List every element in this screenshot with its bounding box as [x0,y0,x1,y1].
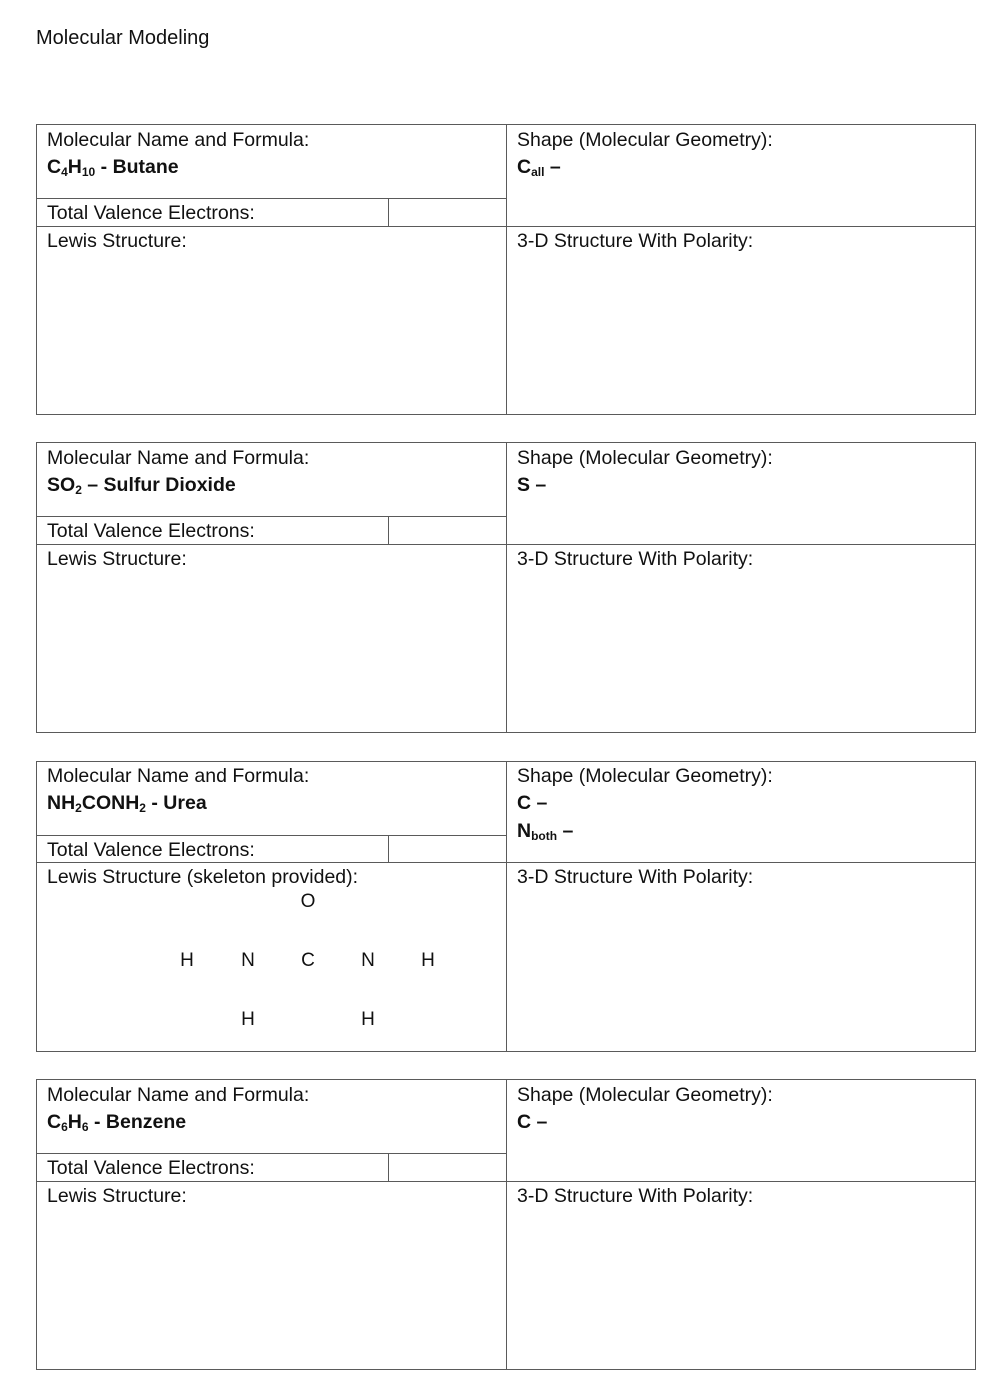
lewis-label: Lewis Structure: [47,1185,187,1207]
skeleton-atom-h: H [421,950,435,971]
three-d-label: 3-D Structure With Polarity: [517,548,754,570]
shape-answer-c: $C_{all}$ – [517,156,561,179]
skeleton-atom-h: H [241,1009,255,1030]
shape-answer-n: $N_{both}$ – [517,820,574,843]
molecule-card-urea [36,761,976,1052]
three-d-drawing-area[interactable] [507,1209,974,1368]
skeleton-atom-h: H [361,1009,375,1030]
valence-label: Total Valence Electrons: [47,202,255,224]
three-d-label: 3-D Structure With Polarity: [517,230,754,252]
name-formula-label: Molecular Name and Formula: [47,1084,310,1106]
skeleton-atom-n: N [361,950,375,971]
lewis-label: Lewis Structure: [47,548,187,570]
valence-label: Total Valence Electrons: [47,839,255,861]
three-d-label: 3-D Structure With Polarity: [517,866,754,888]
shape-answer-s: S – [517,474,547,496]
valence-label: Total Valence Electrons: [47,1157,255,1179]
molecule-card-butane [36,124,976,415]
shape-label: Shape (Molecular Geometry): [517,1084,773,1106]
molecule-card-sulfur-dioxide [36,442,976,733]
lewis-drawing-area[interactable] [37,572,505,731]
valence-label: Total Valence Electrons: [47,520,255,542]
molecule-formula: $C_6H_6$ - Benzene [47,1111,187,1134]
three-d-label: 3-D Structure With Polarity: [517,1185,754,1207]
molecule-formula: $SO_2$ – Sulfur Dioxide [47,474,236,497]
three-d-drawing-area[interactable] [507,890,974,1050]
page-title: Molecular Modeling [36,27,210,49]
molecule-formula: $NH_2CONH_2$ - Urea [47,792,207,815]
skeleton-atom-o: O [300,891,316,912]
shape-answer-c: C – [517,1111,548,1133]
skeleton-atom-h: H [180,950,194,971]
molecule-formula: $C_4H_{10}$ - Butane [47,156,179,179]
skeleton-atom-c: C [301,950,315,971]
name-formula-label: Molecular Name and Formula: [47,129,310,151]
lewis-drawing-area[interactable] [37,1209,505,1368]
shape-label: Shape (Molecular Geometry): [517,129,773,151]
name-formula-label: Molecular Name and Formula: [47,447,310,469]
lewis-label: Lewis Structure: [47,230,187,252]
molecule-card-benzene [36,1079,976,1370]
three-d-drawing-area[interactable] [507,254,974,413]
shape-label: Shape (Molecular Geometry): [517,765,773,787]
three-d-drawing-area[interactable] [507,572,974,731]
lewis-drawing-area[interactable] [37,254,505,413]
shape-answer-c: C – [517,792,548,814]
lewis-skeleton-label: Lewis Structure (skeleton provided): [47,866,359,888]
shape-label: Shape (Molecular Geometry): [517,447,773,469]
skeleton-atom-n: N [241,950,255,971]
name-formula-label: Molecular Name and Formula: [47,765,310,787]
